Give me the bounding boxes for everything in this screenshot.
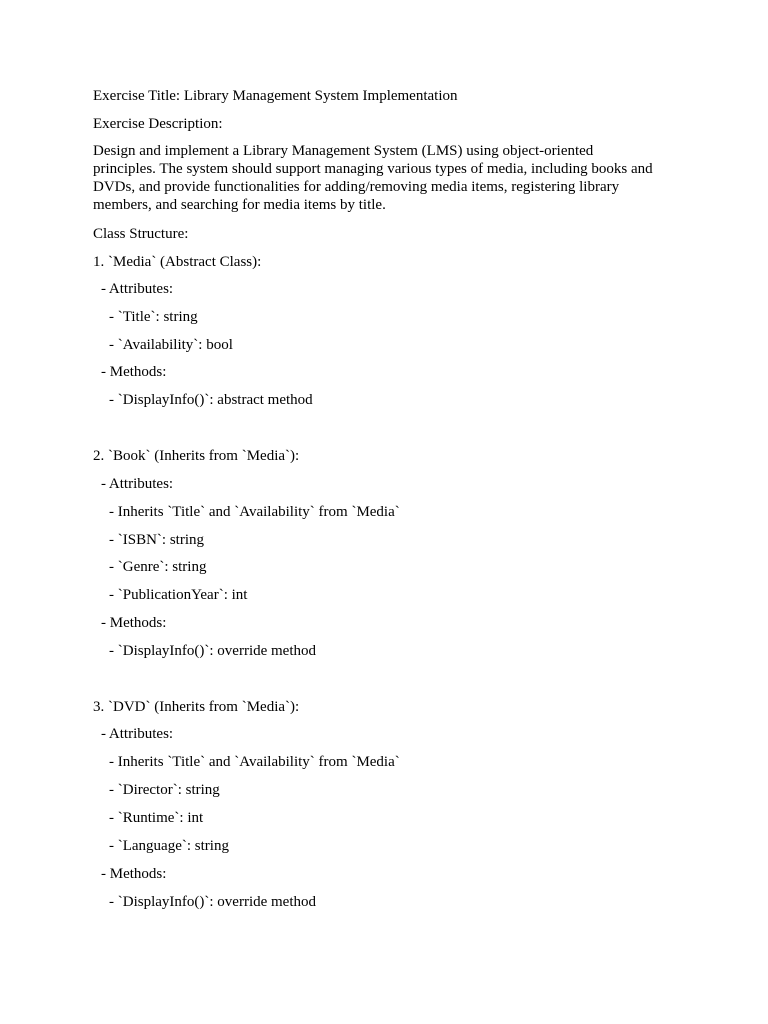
description-line: Design and implement a Library Management System (LMS) using object-oriented <box>93 143 594 159</box>
book-attribute-item: - `PublicationYear`: int <box>109 587 248 603</box>
dvd-attribute-item: - `Runtime`: int <box>109 810 204 826</box>
book-methods-label: - Methods: <box>101 615 167 631</box>
book-attribute-item: - Inherits `Title` and `Availability` from `Media` <box>109 504 400 520</box>
book-attribute-item: - `ISBN`: string <box>109 532 204 548</box>
description-line: principles. The system should support managing various types of media, including books and <box>93 161 653 177</box>
book-class-heading: 2. `Book` (Inherits from `Media`): <box>93 448 300 464</box>
dvd-attribute-item: - Inherits `Title` and `Availability` from `Media` <box>109 754 400 770</box>
class-structure-heading: Class Structure: <box>93 226 189 242</box>
description-heading: Exercise Description: <box>93 116 223 132</box>
description-paragraph <box>93 142 683 214</box>
dvd-attribute-item: - `Director`: string <box>109 782 220 798</box>
media-attributes-label: - Attributes: <box>101 281 174 297</box>
book-method-item: - `DisplayInfo()`: override method <box>109 643 317 659</box>
media-class-heading: 1. `Media` (Abstract Class): <box>93 254 262 270</box>
book-attributes-label: - Attributes: <box>101 476 174 492</box>
media-methods-label: - Methods: <box>101 364 167 380</box>
media-attribute-item: - `Availability`: bool <box>109 337 233 353</box>
dvd-class-heading: 3. `DVD` (Inherits from `Media`): <box>93 699 300 715</box>
media-attribute-item: - `Title`: string <box>109 309 198 325</box>
description-line: DVDs, and provide functionalities for adding/removing media items, registering library <box>93 179 620 195</box>
dvd-methods-label: - Methods: <box>101 866 167 882</box>
dvd-attribute-item: - `Language`: string <box>109 838 229 854</box>
exercise-title: Exercise Title: Library Management System Implementation <box>93 88 458 104</box>
book-attribute-item: - `Genre`: string <box>109 559 207 575</box>
dvd-attributes-label: - Attributes: <box>101 726 174 742</box>
description-line: members, and searching for media items by title. <box>93 197 386 213</box>
dvd-method-item: - `DisplayInfo()`: override method <box>109 894 317 910</box>
media-method-item: - `DisplayInfo()`: abstract method <box>109 392 313 408</box>
